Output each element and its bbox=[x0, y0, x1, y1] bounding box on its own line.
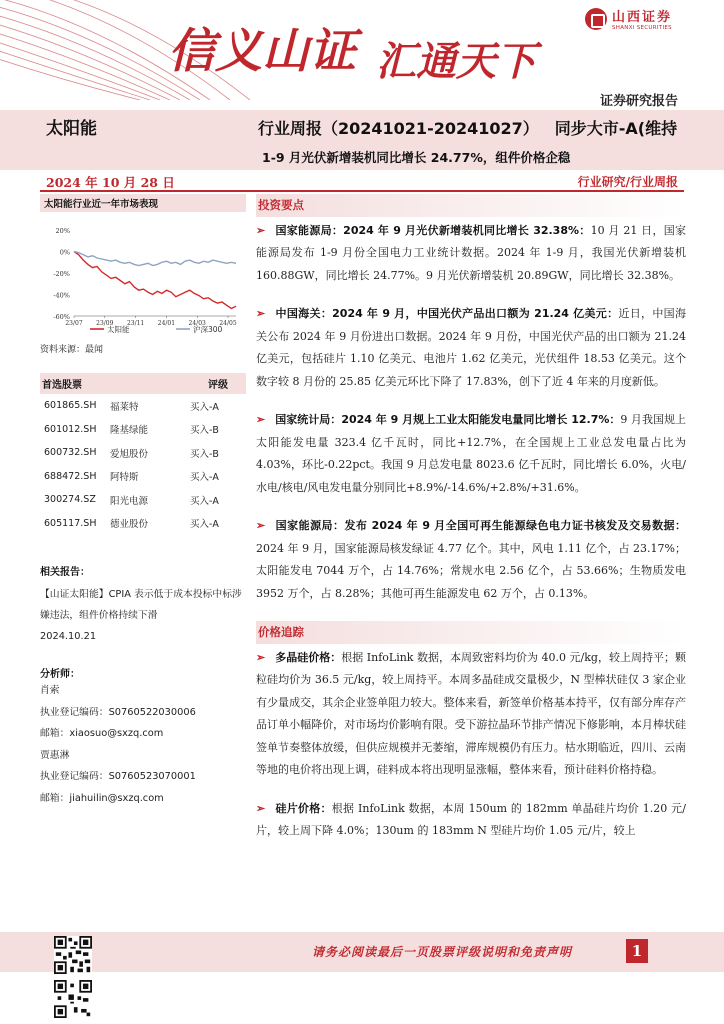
stock-rating: 买入-B bbox=[190, 448, 219, 460]
point-lead: 国家能源局：2024 年 9 月光伏新增装机同比增长 32.38%： bbox=[275, 223, 591, 237]
point-text: 10 月 21 日，国家能源局发布 1-9 月份全国电力工业统计数据。2024 年 1-9 月，我国光伏新增装机 160.88GW，同比增长 24.77%。9 月光伏新增装机 20.89GW，同比增长 32.38%。 bbox=[256, 223, 687, 282]
stock-table bbox=[40, 394, 246, 535]
price-tracking bbox=[256, 647, 686, 843]
industry-rating: 同步大市-A(维持 bbox=[554, 119, 678, 138]
source-note: 资料来源：最闻 bbox=[40, 345, 104, 355]
point-text: 根据 InfoLink 数据，本周 150um 的 182mm 单晶硅片均价 1.20 元/片，较上周下降 4.0%；130um 的 183mm N 型硅片均价 1.05 元/片，较上 bbox=[256, 801, 687, 837]
related-report-text bbox=[40, 584, 246, 647]
chart-svg bbox=[40, 216, 246, 336]
logo-name: 山西证券 bbox=[611, 10, 672, 25]
main-content bbox=[256, 194, 686, 859]
bullet-arrow-icon: ➢ bbox=[256, 801, 266, 815]
point-lead: 多晶硅价格： bbox=[275, 650, 342, 664]
bullet-arrow-icon: ➢ bbox=[256, 519, 266, 532]
chart-title: 太阳能行业近一年市场表现 bbox=[40, 194, 246, 212]
stock-rating: 买入-A bbox=[190, 495, 219, 507]
logo-name-en: SHANXI SECURITIES bbox=[611, 25, 672, 31]
stock-name: 阳光电源 bbox=[110, 495, 149, 507]
analyst-email[interactable]: 邮箱：jiahuilin@sxzq.com bbox=[40, 792, 164, 804]
analyst-email[interactable]: 邮箱：xiaosuo@sxzq.com bbox=[40, 728, 164, 740]
investment-point bbox=[256, 303, 686, 393]
point-lead: 中国海关：2024 年 9 月，中国光伏产品出口额为 21.24 亿美元： bbox=[275, 307, 619, 320]
stock-name: 德业股份 bbox=[110, 519, 149, 531]
stock-code: 601012.SH bbox=[44, 423, 97, 435]
qr-code-icon bbox=[54, 936, 92, 974]
stock-row bbox=[40, 394, 246, 418]
stock-row bbox=[40, 441, 246, 465]
point-lead: 硅片价格： bbox=[275, 801, 332, 815]
stock-header-code: 首选股票 bbox=[42, 380, 82, 391]
disclaimer-note: 请务必阅读最后一页股票评级说明和免责声明 bbox=[312, 945, 573, 959]
report-type: 证券研究报告 bbox=[599, 94, 678, 109]
x-tick-label: 24/01 bbox=[157, 320, 176, 327]
stock-code: 688472.SH bbox=[44, 470, 97, 482]
stock-code: 600732.SH bbox=[44, 447, 97, 459]
bullet-arrow-icon: ➢ bbox=[256, 223, 266, 237]
investment-point bbox=[256, 515, 686, 605]
analyst-list bbox=[40, 680, 246, 810]
price-point bbox=[256, 647, 686, 782]
y-tick-label: 20% bbox=[55, 227, 70, 235]
stock-table-header bbox=[40, 373, 246, 394]
point-lead: 国家能源局：发布 2024 年 9 月全国可再生能源绿色电力证书核发及交易数据： bbox=[275, 519, 686, 532]
report-title bbox=[258, 116, 677, 139]
divider bbox=[40, 190, 684, 192]
price-point bbox=[256, 798, 686, 843]
x-tick-label: 24/05 bbox=[219, 320, 237, 327]
analyst-name: 肖索 bbox=[40, 685, 60, 696]
point-text: 9 月我国规上太阳能发电量 323.4 亿千瓦时，同比+12.7%，在全国规上工业总发电量占比为 4.03%，环比-0.22pct。我国 9 月总发电量 8023.6 亿千瓦时，同比增长 6.0%，火电/水电/核电/风电发电量分别同比+8.9%/-14.6%/+2.8%/+31.6%。 bbox=[256, 413, 686, 494]
stock-rating: 买入-A bbox=[190, 519, 219, 531]
point-text: 根据 InfoLink 数据，本周致密料均价为 40.0 元/kg，较上周持平；颗粒硅均价为 36.5 元/kg，较上周持平。本周多晶硅成交量极少，N 型棒状硅仅 3 家企业有少量成交，其余企业签单阻力较大。整体来看，新签单价格基本持平，仅有部分库存产品订单小幅降价，对市场均价影响有限。受下游拉晶环节排产情况下修影响，本月棒状硅签单节奏整体放缓，但供应规模并无萎缩，滞库规模仍有压力。枯水期临近，四川、云南等地的电价将出现上调，硅料成本将出现明显涨幅，整体来看，预计硅料价格持稳。 bbox=[256, 650, 686, 776]
y-tick-label: -60% bbox=[53, 313, 70, 321]
bullet-arrow-icon: ➢ bbox=[256, 413, 266, 426]
logo-icon bbox=[585, 8, 607, 30]
point-lead: 国家统计局：2024 年 9 月规上工业太阳能发电量同比增长 12.7%： bbox=[275, 413, 621, 426]
report-subtitle: 1-9 月光伏新增装机同比增长 24.77%，组件价格企稳 bbox=[262, 150, 571, 165]
sidebar bbox=[40, 194, 246, 810]
bullet-arrow-icon: ➢ bbox=[256, 650, 266, 664]
date-bar bbox=[0, 170, 724, 192]
point-text: 近日，中国海关公布 2024 年 9 月份进出口数据。2024 年 9 月份，中国光伏产品的出口额为 21.24 亿美元，包括硅片 1.10 亿美元、电池片 1.62 亿美元，光伏组件 18.53 亿美元。这个数字较 8 月份的 25.85 亿美元环比下降了 17.83%，创下了近 4 年来的月度新低。 bbox=[256, 307, 686, 388]
x-tick-label: 23/09 bbox=[96, 320, 114, 327]
bullet-arrow-icon: ➢ bbox=[256, 307, 266, 320]
title-bar bbox=[0, 110, 724, 170]
related-report-link[interactable]: 【山证太阳能】CPIA 表示低于成本投标中标涉嫌违法，组件价格持续下滑 bbox=[40, 589, 242, 621]
related-report-date: 2024.10.21 bbox=[40, 631, 97, 642]
y-tick-label: 0% bbox=[59, 248, 70, 257]
stock-name: 爱旭股份 bbox=[110, 448, 149, 460]
x-tick-label: 23/07 bbox=[65, 320, 83, 327]
x-tick-label: 24/03 bbox=[188, 320, 206, 327]
analyst-cert: 执业登记编码：S0760523070001 bbox=[40, 771, 196, 783]
stock-code: 601865.SH bbox=[44, 400, 97, 412]
investment-point bbox=[256, 409, 686, 499]
analyst-title: 分析师： bbox=[40, 669, 80, 680]
stock-name: 隆基绿能 bbox=[110, 425, 149, 437]
stock-row bbox=[40, 465, 246, 489]
page-number: 1 bbox=[626, 939, 648, 963]
stock-rating: 买入-B bbox=[190, 425, 219, 437]
investment-points bbox=[256, 220, 686, 606]
point-text: 2024 年 9 月，国家能源局核发绿证 4.77 亿个。其中，风电 1.11 亿个，占 23.17%；太阳能发电 7044 万个，占 14.76%；常规水电 2.56 亿个，占 53.66%；生物质发电 3952 万个，占 8.28%；其他可再生能源发电 62 万个，占 0.13%。 bbox=[256, 541, 686, 600]
page-footer bbox=[0, 932, 724, 972]
legend-label: 沪深300 bbox=[193, 325, 223, 334]
analyst-cert: 执业登记编码：S0760522030006 bbox=[40, 706, 196, 718]
report-category: 行业研究/行业周报 bbox=[577, 175, 678, 189]
stock-code: 605117.SH bbox=[44, 517, 97, 529]
y-tick-label: -40% bbox=[53, 291, 70, 300]
stock-name: 阿特斯 bbox=[110, 472, 139, 484]
stock-row bbox=[40, 418, 246, 442]
report-date: 2024 年 10 月 28 日 bbox=[46, 175, 175, 190]
stock-header-rating: 评级 bbox=[208, 380, 228, 391]
x-tick-label: 23/11 bbox=[126, 320, 145, 327]
related-reports-title: 相关报告： bbox=[40, 567, 90, 578]
report-header bbox=[0, 0, 724, 110]
slogan-left: 信义山证 bbox=[168, 24, 356, 79]
stock-row bbox=[40, 512, 246, 536]
stock-rating: 买入-A bbox=[190, 472, 219, 484]
series-line-1 bbox=[74, 252, 236, 266]
slogan-right: 汇通天下 bbox=[376, 39, 536, 85]
stock-name: 福莱特 bbox=[110, 401, 139, 413]
company-logo bbox=[585, 6, 672, 31]
investment-points-heading: 投资要点 bbox=[256, 194, 686, 217]
y-tick-label: -20% bbox=[53, 270, 70, 278]
analyst-name: 贾惠淋 bbox=[40, 749, 70, 761]
price-tracking-heading: 价格追踪 bbox=[256, 621, 686, 644]
sector-name: 太阳能 bbox=[46, 119, 97, 139]
stock-rating: 买入-A bbox=[190, 401, 219, 413]
stock-row bbox=[40, 488, 246, 512]
qr-code-icon-2 bbox=[54, 980, 92, 1018]
investment-point bbox=[256, 220, 686, 288]
report-title-main: 行业周报（20241021-20241027） bbox=[258, 119, 539, 138]
stock-code: 300274.SZ bbox=[44, 494, 96, 506]
performance-chart bbox=[40, 216, 246, 336]
legend-label: 太阳能 bbox=[107, 325, 130, 334]
